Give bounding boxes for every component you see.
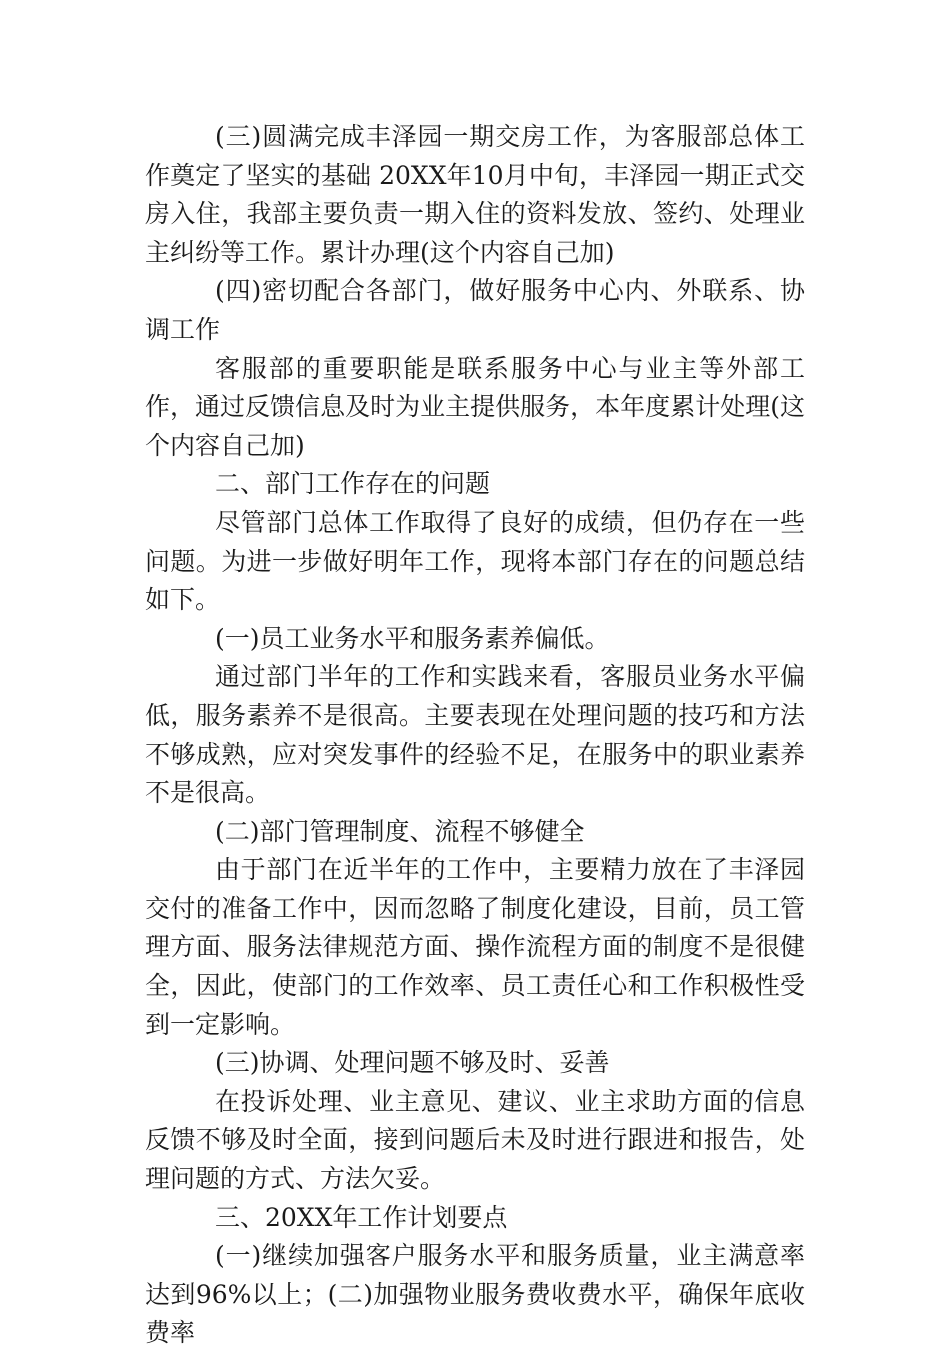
section-heading-problems: 二、部门工作存在的问题 [215, 469, 491, 499]
paragraph-delivery-work: (三)圆满完成丰泽园一期交房工作，为客服部总体工作奠定了坚实的基础 20XX年10月中旬，丰泽园一期正式交房入住，我部主要负责一期入住的资料发放、签约、处理业主纠纷等工作。累计办理(这个内容自己加) [145, 122, 805, 267]
paragraph-cooperation-heading: (四)密切配合各部门，做好服务中心内、外联系、协调工作 [145, 276, 805, 344]
paragraph-cooperation-body: 客服部的重要职能是联系服务中心与业主等外部工作，通过反馈信息及时为业主提供服务，本年度累计处理(这个内容自己加) [145, 353, 805, 460]
subheading-coordination: (三)协调、处理问题不够及时、妥善 [215, 1048, 610, 1078]
paragraph-plan: (一)继续加强客户服务水平和服务质量，业主满意率达到96%以上；(二)加强物业服务费收费水平，确保年底收费率 [145, 1241, 805, 1348]
section-heading-plan: 三、20XX年工作计划要点 [215, 1202, 508, 1232]
paragraph-problems-intro: 尽管部门总体工作取得了良好的成绩，但仍存在一些问题。为进一步做好明年工作，现将本部门存在的问题总结如下。 [145, 507, 805, 615]
paragraph-coordination: 在投诉处理、业主意见、建议、业主求助方面的信息反馈不够及时全面，接到问题后未及时进行跟进和报告，处理问题的方式、方法欠妥。 [145, 1086, 805, 1194]
document-page [145, 118, 805, 1353]
subheading-management-system: (二)部门管理制度、流程不够健全 [215, 816, 585, 846]
paragraph-staff-level: 通过部门半年的工作和实践来看，客服员业务水平偏低，服务素养不是很高。主要表现在处理问题的技巧和方法不够成熟，应对突发事件的经验不足，在服务中的职业素养不是很高。 [145, 662, 805, 808]
subheading-staff-level: (一)员工业务水平和服务素养偏低。 [215, 623, 610, 653]
paragraph-management-system: 由于部门在近半年的工作中，主要精力放在了丰泽园交付的准备工作中，因而忽略了制度化建设，目前，员工管理方面、服务法律规范方面、操作流程方面的制度不是很健全，因此，使部门的工作效率、员工责任心和工作积极性受到一定影响。 [145, 855, 805, 1039]
